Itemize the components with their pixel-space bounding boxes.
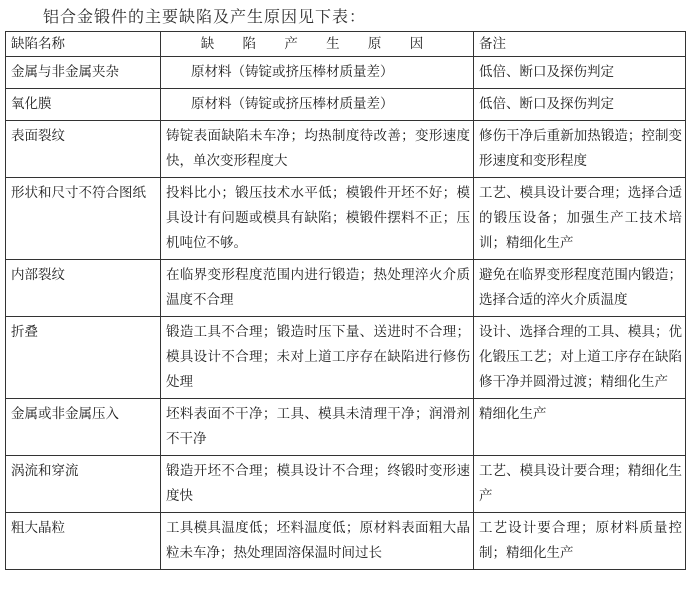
cause-cell: 锻造工具不合理；锻造时压下量、送进时不合理；模具设计不合理；未对上道工序存在缺陷进行修伤处理 [161, 317, 474, 399]
defect-name-cell: 氧化膜 [6, 89, 161, 121]
cause-cell: 工具模具温度低；坯料温度低；原材料表面粗大晶粒未车净；热处理固溶保温时间过长 [161, 513, 474, 570]
table-row [6, 121, 686, 178]
note-cell: 工艺、模具设计要合理；精细化生产 [474, 456, 686, 513]
cause-cell: 锻造开坯不合理；模具设计不合理；终锻时变形速度快 [161, 456, 474, 513]
cause-cell: 投料比小；锻压技术水平低；模锻件开坯不好；模具设计有问题或模具有缺陷；模锻件摆料不正；压机吨位不够。 [161, 178, 474, 260]
defect-name-cell: 涡流和穿流 [6, 456, 161, 513]
header-defect-name: 缺陷名称 [6, 32, 161, 57]
defect-name-cell: 金属或非金属压入 [6, 399, 161, 456]
defect-name-cell: 形状和尺寸不符合图纸 [6, 178, 161, 260]
note-cell: 修伤干净后重新加热锻造；控制变形速度和变形程度 [474, 121, 686, 178]
defect-name-cell: 折叠 [6, 317, 161, 399]
cause-cell: 坯料表面不干净；工具、模具未清理干净；润滑剂不干净 [161, 399, 474, 456]
header-note: 备注 [474, 32, 686, 57]
note-cell: 精细化生产 [474, 399, 686, 456]
note-cell: 设计、选择合理的工具、模具；优化锻压工艺；对上道工序存在缺陷修干净并圆滑过渡；精细化生产 [474, 317, 686, 399]
header-cause: 缺 陷 产 生 原 因 [161, 32, 474, 57]
table-row [6, 456, 686, 513]
note-cell: 工艺、模具设计要合理；选择合适的锻压设备；加强生产工技术培训；精细化生产 [474, 178, 686, 260]
table-row [6, 399, 686, 456]
page-heading: 铝合金锻件的主要缺陷及产生原因见下表： [43, 7, 367, 26]
cause-cell: 铸锭表面缺陷未车净；均热制度待改善；变形速度快，单次变形程度大 [161, 121, 474, 178]
defects-table [5, 31, 686, 570]
cause-cell: 在临界变形程度范围内进行锻造；热处理淬火介质温度不合理 [161, 260, 474, 317]
table-header-row [6, 32, 686, 57]
cause-cell: 原材料（铸锭或挤压棒材质量差） [161, 89, 474, 121]
defect-name-cell: 粗大晶粒 [6, 513, 161, 570]
table-row [6, 178, 686, 260]
cause-cell: 原材料（铸锭或挤压棒材质量差） [161, 57, 474, 89]
note-cell: 低倍、断口及探伤判定 [474, 57, 686, 89]
note-cell: 避免在临界变形程度范围内锻造；选择合适的淬火介质温度 [474, 260, 686, 317]
note-cell: 低倍、断口及探伤判定 [474, 89, 686, 121]
table-row [6, 57, 686, 89]
defect-name-cell: 内部裂纹 [6, 260, 161, 317]
defect-name-cell: 表面裂纹 [6, 121, 161, 178]
table-row [6, 317, 686, 399]
defect-name-cell: 金属与非金属夹杂 [6, 57, 161, 89]
table-row [6, 260, 686, 317]
note-cell: 工艺设计要合理；原材料质量控制；精细化生产 [474, 513, 686, 570]
table-row [6, 89, 686, 121]
table-row [6, 513, 686, 570]
